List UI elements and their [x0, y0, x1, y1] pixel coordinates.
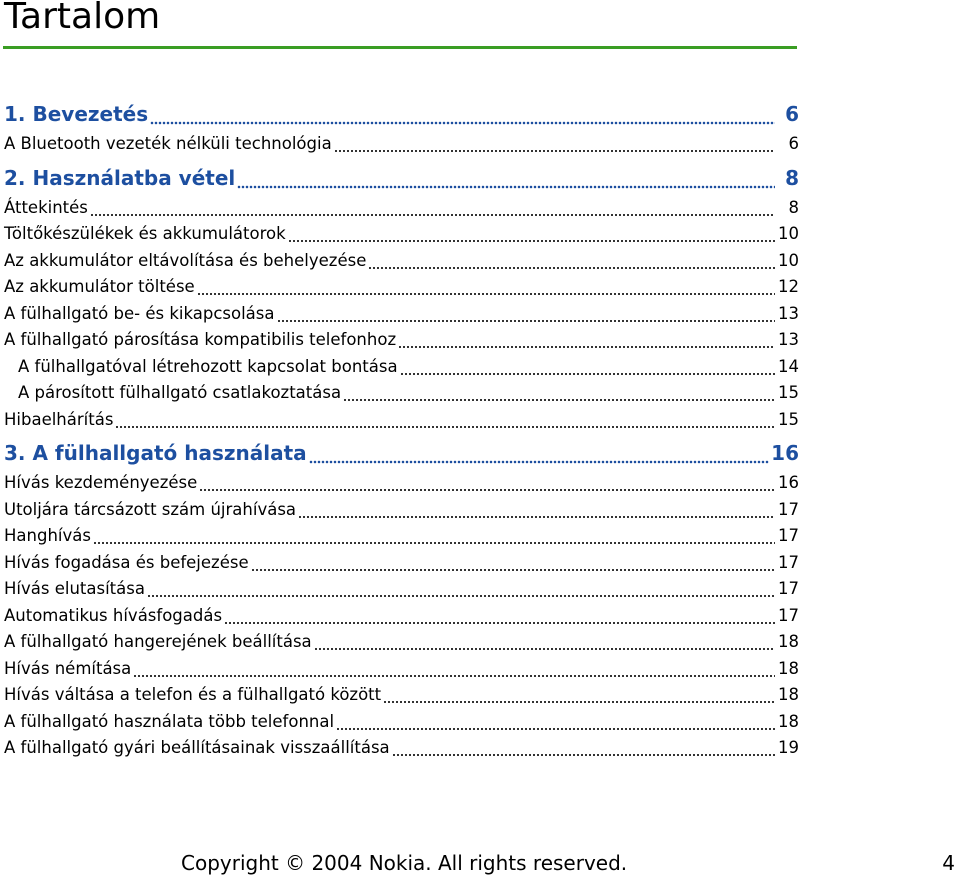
toc-entry-label: A fülhallgató párosítása kompatibilis telefonhoz: [4, 330, 397, 349]
toc-entry-label: A párosított fülhallgató csatlakoztatása: [18, 383, 342, 402]
toc-entry-label: Hanghívás: [4, 526, 91, 545]
toc-entry-label: A fülhallgatóval létrehozott kapcsolat bontása: [18, 356, 398, 376]
toc-entry[interactable]: [4, 221, 799, 248]
toc-chapter-heading[interactable]: [4, 97, 799, 131]
toc-entry[interactable]: [4, 380, 799, 407]
dot-leader: [115, 425, 775, 429]
dot-leader: [368, 266, 775, 270]
dot-leader: [314, 647, 775, 651]
toc-page-number: 10: [778, 250, 799, 270]
dot-leader: [343, 398, 775, 402]
toc-entry-label: A fülhallgató hangerejének beállítása: [4, 632, 312, 651]
toc-page-number: 18: [778, 685, 799, 704]
toc-page-number: 17: [778, 499, 799, 519]
toc-entry-label: 3. A fülhallgató használata: [4, 441, 307, 465]
toc-page-number: 18: [778, 632, 799, 651]
dot-leader: [277, 319, 776, 323]
dot-leader: [400, 372, 775, 376]
toc-entry[interactable]: [4, 656, 799, 683]
toc-page-number: 13: [778, 330, 799, 349]
toc-entry[interactable]: [4, 550, 799, 577]
toc-entry[interactable]: [4, 576, 799, 603]
toc-page-number: 13: [778, 303, 799, 323]
dot-leader: [224, 621, 775, 625]
toc-page-number: 14: [778, 356, 799, 376]
table-of-contents: [4, 97, 799, 762]
toc-entry-label: Hívás némítása: [4, 658, 132, 678]
toc-page-number: 6: [785, 102, 799, 126]
copyright-notice: Copyright © 2004 Nokia. All rights reserved.: [181, 851, 628, 875]
toc-page-number: 15: [778, 409, 799, 429]
toc-chapter-heading[interactable]: [4, 436, 799, 470]
toc-entry[interactable]: [4, 735, 799, 762]
toc-page-number: 12: [778, 277, 799, 296]
toc-entry-label: A fülhallgató gyári beállításainak visszaállítása: [4, 738, 390, 757]
toc-entry-label: Automatikus hívásfogadás: [4, 605, 223, 625]
toc-entry-label: A Bluetooth vezeték nélküli technológia: [4, 134, 332, 153]
dot-leader: [93, 541, 775, 545]
toc-entry[interactable]: [4, 327, 799, 354]
toc-entry[interactable]: [4, 274, 799, 301]
toc-entry-label: Utoljára tárcsázott szám újrahívása: [4, 499, 297, 519]
toc-page-number: 16: [778, 473, 799, 492]
toc-entry-label: A fülhallgató be- és kikapcsolása: [4, 303, 275, 323]
toc-entry[interactable]: [4, 301, 799, 328]
toc-entry[interactable]: [4, 709, 799, 736]
toc-page-number: 17: [778, 552, 799, 572]
toc-entry[interactable]: [4, 629, 799, 656]
dot-leader: [334, 149, 775, 153]
page-number: 4: [942, 851, 955, 875]
toc-page-number: 15: [778, 383, 799, 402]
page-title: Tartalom: [4, 0, 161, 37]
toc-entry[interactable]: [4, 354, 799, 381]
toc-entry[interactable]: [4, 248, 799, 275]
page-footer: [0, 848, 959, 878]
toc-page-number: 10: [778, 224, 799, 243]
dot-leader: [150, 121, 775, 125]
toc-page-number: 8: [788, 197, 799, 217]
toc-entry-label: Áttekintés: [4, 197, 88, 217]
dot-leader: [309, 460, 770, 464]
toc-entry-label: A fülhallgató használata több telefonnal: [4, 711, 335, 731]
toc-entry[interactable]: [4, 470, 799, 497]
toc-page-number: 17: [778, 605, 799, 625]
toc-page-number: 18: [778, 711, 799, 731]
toc-entry-label: Töltőkészülékek és akkumulátorok: [4, 224, 286, 243]
toc-page-number: 19: [778, 738, 799, 757]
toc-entry-label: 1. Bevezetés: [4, 102, 149, 126]
toc-entry-label: Hívás elutasítása: [4, 579, 145, 598]
dot-leader: [197, 292, 775, 296]
toc-chapter-heading[interactable]: [4, 161, 799, 195]
toc-entry-label: Hívás kezdeményezése: [4, 473, 198, 492]
dot-leader: [237, 185, 775, 189]
toc-page-number: 17: [778, 526, 799, 545]
toc-entry-label: Az akkumulátor töltése: [4, 277, 195, 296]
toc-page-number: 17: [778, 579, 799, 598]
toc-entry[interactable]: [4, 407, 799, 434]
dot-leader: [336, 727, 775, 731]
toc-entry[interactable]: [4, 131, 799, 158]
dot-leader: [133, 674, 775, 678]
dot-leader: [398, 345, 775, 349]
toc-entry-label: Hívás váltása a telefon és a fülhallgató között: [4, 685, 382, 704]
toc-page-number: 8: [785, 165, 799, 190]
toc-entry-label: 2. Használatba vétel: [4, 165, 236, 190]
dot-leader: [199, 488, 775, 492]
toc-entry[interactable]: [4, 497, 799, 524]
dot-leader: [251, 568, 775, 572]
toc-entry-label: Az akkumulátor eltávolítása és behelyezése: [4, 250, 367, 270]
toc-entry[interactable]: [4, 603, 799, 630]
dot-leader: [90, 213, 775, 217]
toc-entry-label: Hibaelhárítás: [4, 409, 114, 429]
toc-page-number: 6: [788, 134, 799, 153]
toc-entry-label: Hívás fogadása és befejezése: [4, 552, 249, 572]
toc-entry[interactable]: [4, 682, 799, 709]
dot-leader: [288, 239, 775, 243]
toc-page-number: 16: [771, 441, 799, 465]
toc-entry[interactable]: [4, 195, 799, 222]
dot-leader: [147, 594, 775, 598]
dot-leader: [383, 700, 775, 704]
toc-entry[interactable]: [4, 523, 799, 550]
dot-leader: [298, 515, 775, 519]
dot-leader: [392, 753, 775, 757]
toc-page-number: 18: [778, 658, 799, 678]
title-divider: [3, 46, 797, 49]
